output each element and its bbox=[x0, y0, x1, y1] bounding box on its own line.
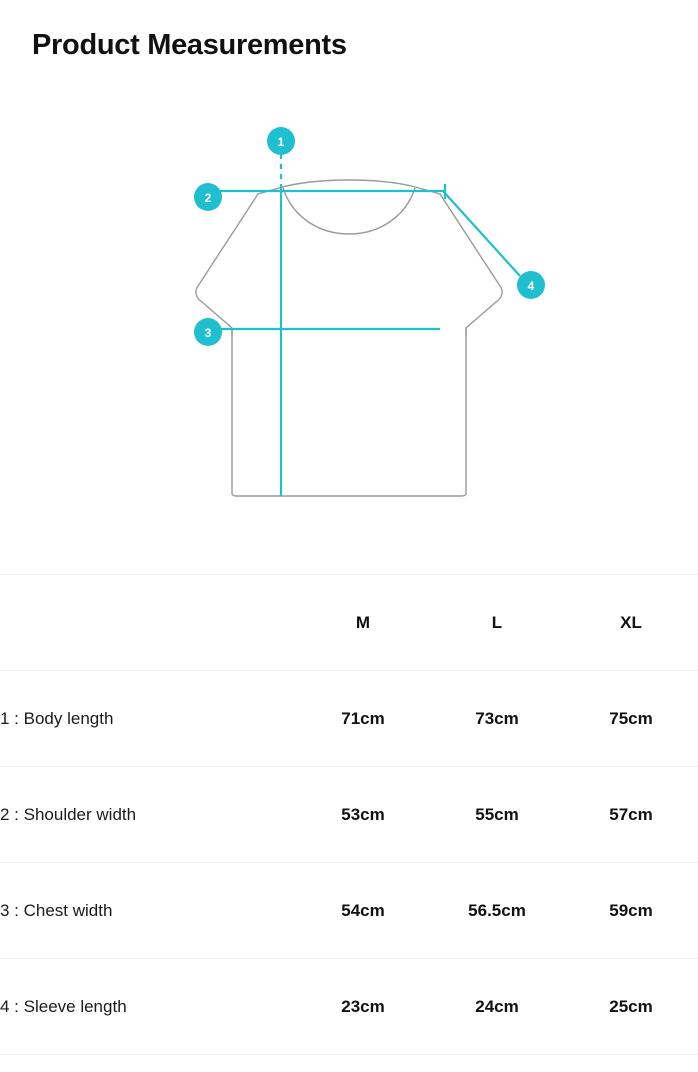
sleeve-length-line bbox=[443, 191, 520, 276]
marker-3 bbox=[194, 318, 222, 346]
marker-2 bbox=[194, 183, 222, 211]
column-header-l: L bbox=[430, 575, 564, 671]
row-label-body-length: 1 : Body length bbox=[0, 671, 296, 767]
value-sleeve-length-l: 24cm bbox=[430, 959, 564, 1055]
row-label-sleeve-length: 4 : Sleeve length bbox=[0, 959, 296, 1055]
marker-3-label: 3 bbox=[204, 326, 212, 340]
table-header-row bbox=[0, 575, 698, 671]
column-header-m: M bbox=[296, 575, 430, 671]
table-row bbox=[0, 863, 698, 959]
column-header-measurement bbox=[0, 575, 296, 671]
value-sleeve-length-m: 23cm bbox=[296, 959, 430, 1055]
tshirt-outline bbox=[196, 180, 502, 496]
tshirt-measurement-diagram bbox=[0, 96, 698, 566]
value-chest-width-m: 54cm bbox=[296, 863, 430, 959]
value-body-length-xl: 75cm bbox=[564, 671, 698, 767]
marker-1 bbox=[267, 127, 295, 155]
page-title: Product Measurements bbox=[32, 29, 347, 62]
value-chest-width-xl: 59cm bbox=[564, 863, 698, 959]
marker-4-label: 4 bbox=[527, 279, 535, 293]
table-row bbox=[0, 671, 698, 767]
size-table-container bbox=[0, 574, 698, 1055]
value-shoulder-width-m: 53cm bbox=[296, 767, 430, 863]
value-body-length-l: 73cm bbox=[430, 671, 564, 767]
table-row bbox=[0, 959, 698, 1055]
table-row bbox=[0, 767, 698, 863]
column-header-xl: XL bbox=[564, 575, 698, 671]
row-label-shoulder-width: 2 : Shoulder width bbox=[0, 767, 296, 863]
size-table bbox=[0, 574, 698, 1055]
value-shoulder-width-xl: 57cm bbox=[564, 767, 698, 863]
marker-4 bbox=[517, 271, 545, 299]
marker-1-label: 1 bbox=[277, 135, 285, 149]
value-shoulder-width-l: 55cm bbox=[430, 767, 564, 863]
row-label-chest-width: 3 : Chest width bbox=[0, 863, 296, 959]
marker-2-label: 2 bbox=[204, 191, 212, 205]
value-chest-width-l: 56.5cm bbox=[430, 863, 564, 959]
value-sleeve-length-xl: 25cm bbox=[564, 959, 698, 1055]
value-body-length-m: 71cm bbox=[296, 671, 430, 767]
